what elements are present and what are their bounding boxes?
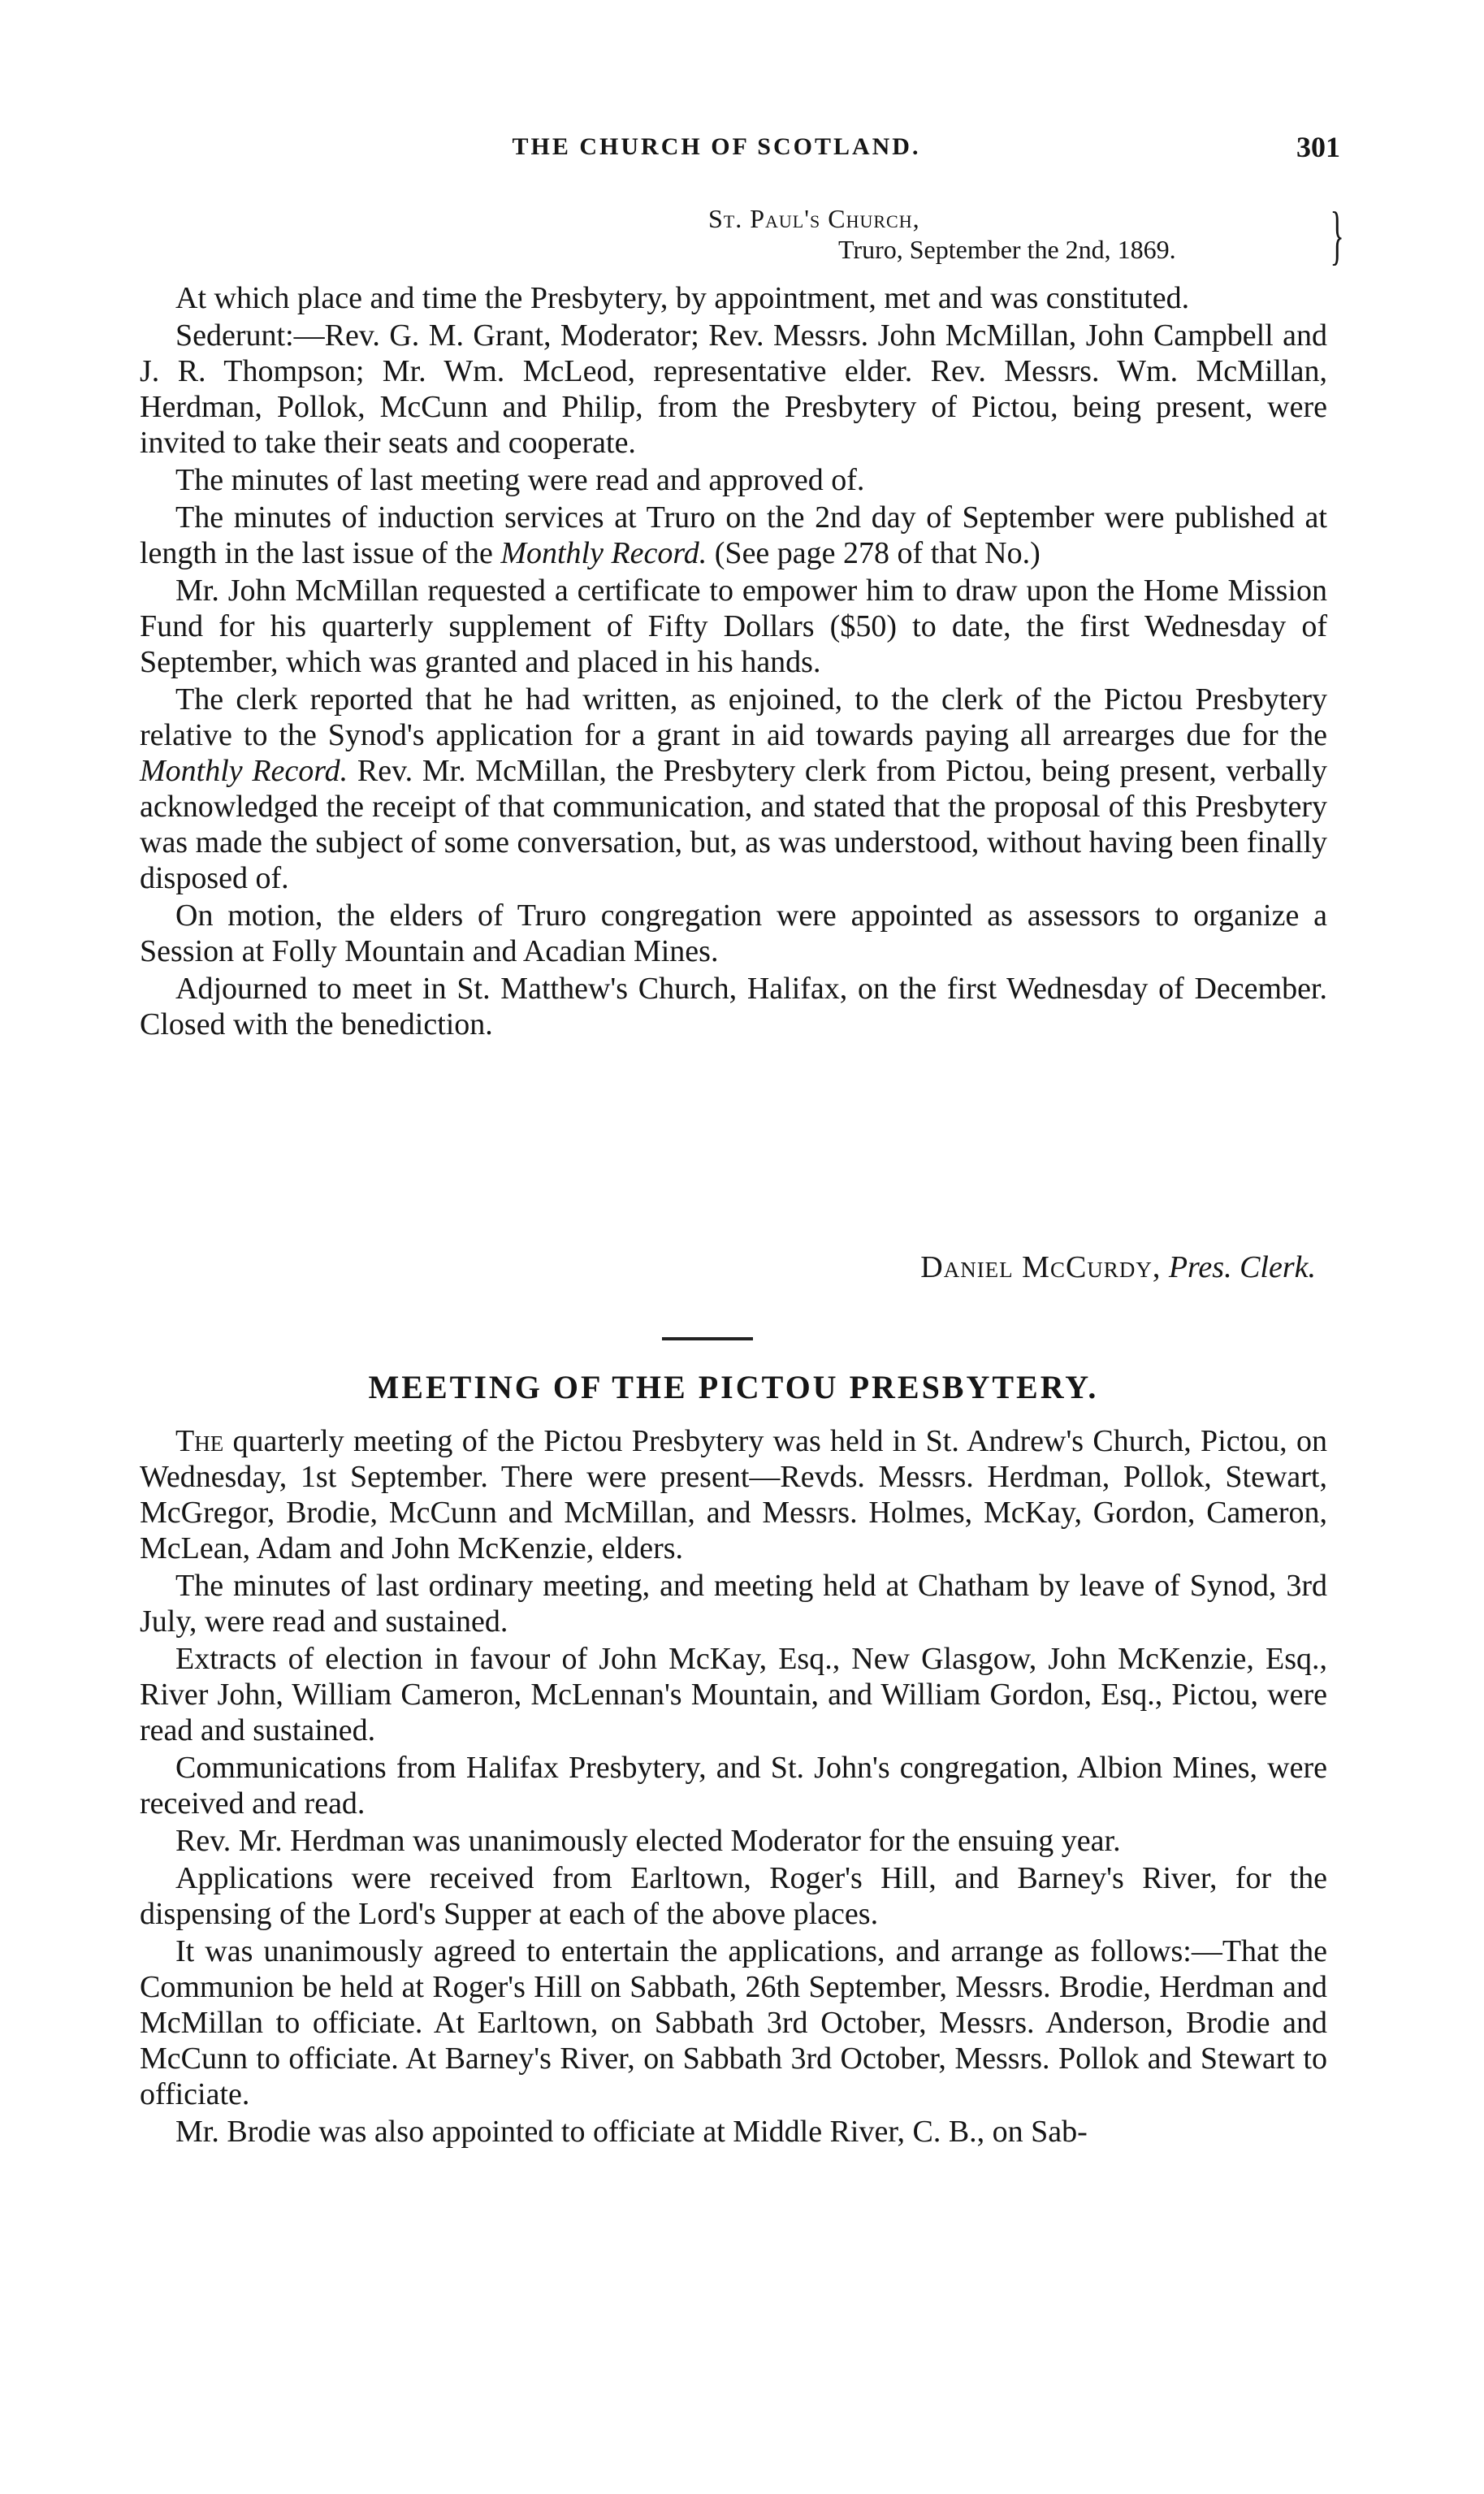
clerk-name: Daniel McCurdy, [920,1250,1162,1284]
lead-word: The [175,1424,224,1458]
paragraph: Extracts of election in favour of John McKay, Esq., New Glasgow, John McKenzie, Esq., River John, William Cameron, McLennan's Mountain, and William Gordon, Esq., Pictou, were read and sustained. [140,1642,1327,1747]
clerk-title: Pres. Clerk. [1168,1250,1316,1284]
paragraph-text: Rev. Mr. McMillan, the Presbytery clerk from Pictou, being present, verbally acknowledged the receipt of that communication, and stated that the proposal of this Presbytery was made the subject of some conversation, but, as was understood, without having been finally disposed of. [140,754,1327,895]
paragraph-text: quarterly meeting of the Pictou Presbytery was held in St. Andrew's Church, Pictou, on Wednesday, 1st September. There were present—Revds. Messrs. Herdman, Pollok, Stewart, McGregor, Brodie, McCunn and McMillan, and Messrs. Holmes, McKay, Gordon, Cameron, McLean, Adam and John McKenzie, elders. [140,1424,1327,1565]
periodical-title: Monthly Record. [140,754,348,788]
paragraph-text: (See page 278 of that No.) [707,536,1041,570]
paragraph: Mr. John McMillan requested a certificate to empower him to draw upon the Home Mission Fund for his quarterly supplement of Fifty Dollars ($50) to date, the first Wednesday of September, which was granted and placed in his hands. [140,574,1327,679]
paragraph: At which place and time the Presbytery, by appointment, met and was constituted. [175,281,1190,315]
paragraph-text: The minutes of induction services at Truro on the 2nd day of September were published at length in the last issue of the [140,500,1327,570]
paragraph: Applications were received from Earltown, Roger's Hill, and Barney's River, for the dispensing of the Lord's Supper at each of the above places. [140,1861,1327,1931]
pictou-minutes [140,1423,1327,2151]
dateline-place-date: Truro, September the 2nd, 1869. [838,235,1176,264]
page-header [140,130,1340,175]
paragraph: Rev. Mr. Herdman was unanimously elected Moderator for the ensuing year. [175,1824,1121,1858]
section-rule [662,1337,753,1340]
dateline-church: St. Paul's Church, [708,204,920,233]
paragraph: Sederunt:—Rev. G. M. Grant, Moderator; Rev. Messrs. John McMillan, John Campbell and J. R. Thompson; Mr. Wm. McLeod, representative elder. Rev. Messrs. Wm. McMillan, Herdman, Pollok, McCunn and Philip, from the Presbytery of Pictou, being present, were invited to take their seats and cooperate. [140,318,1327,460]
brace-glyph: } [1330,200,1344,271]
paragraph: The minutes of last meeting were read and approved of. [175,463,865,497]
signature-line [731,1249,1316,1285]
section-heading: MEETING OF THE PICTOU PRESBYTERY. [368,1369,1099,1405]
paragraph: The minutes of last ordinary meeting, and meeting held at Chatham by leave of Synod, 3rd July, were read and sustained. [140,1569,1327,1639]
paragraph-text: The clerk reported that he had written, as enjoined, to the clerk of the Pictou Presbytery relative to the Synod's application for a grant in aid towards paying all arrearges due for the [140,682,1327,752]
paragraph [140,682,1327,896]
paragraph: Communications from Halifax Presbytery, and St. John's congregation, Albion Mines, were received and read. [140,1751,1327,1821]
truro-minutes [140,280,1327,1044]
paragraph: Mr. Brodie was also appointed to officiate at Middle River, C. B., on Sab- [175,2115,1088,2149]
paragraph [140,1423,1327,1566]
paragraph: On motion, the elders of Truro congregation were appointed as assessors to organize a Session at Folly Mountain and Acadian Mines. [140,898,1327,968]
paragraph [140,500,1327,571]
page-number: 301 [1296,131,1340,163]
periodical-title: Monthly Record. [500,536,707,570]
paragraph: Adjourned to meet in St. Matthew's Church, Halifax, on the first Wednesday of December. Closed with the benediction. [140,972,1327,1041]
dateline [708,200,1344,271]
running-title: THE CHURCH OF SCOTLAND. [512,133,921,160]
paragraph: It was unanimously agreed to entertain the applications, and arrange as follows:—That the Communion be held at Roger's Hill on Sabbath, 26th September, Messrs. Brodie, Herdman and McMillan to officiate. At Earltown, on Sabbath 3rd October, Messrs. Anderson, Brodie and McCunn to officiate. At Barney's River, on Sabbath 3rd October, Messrs. Pollok and Stewart to officiate. [140,1934,1327,2111]
